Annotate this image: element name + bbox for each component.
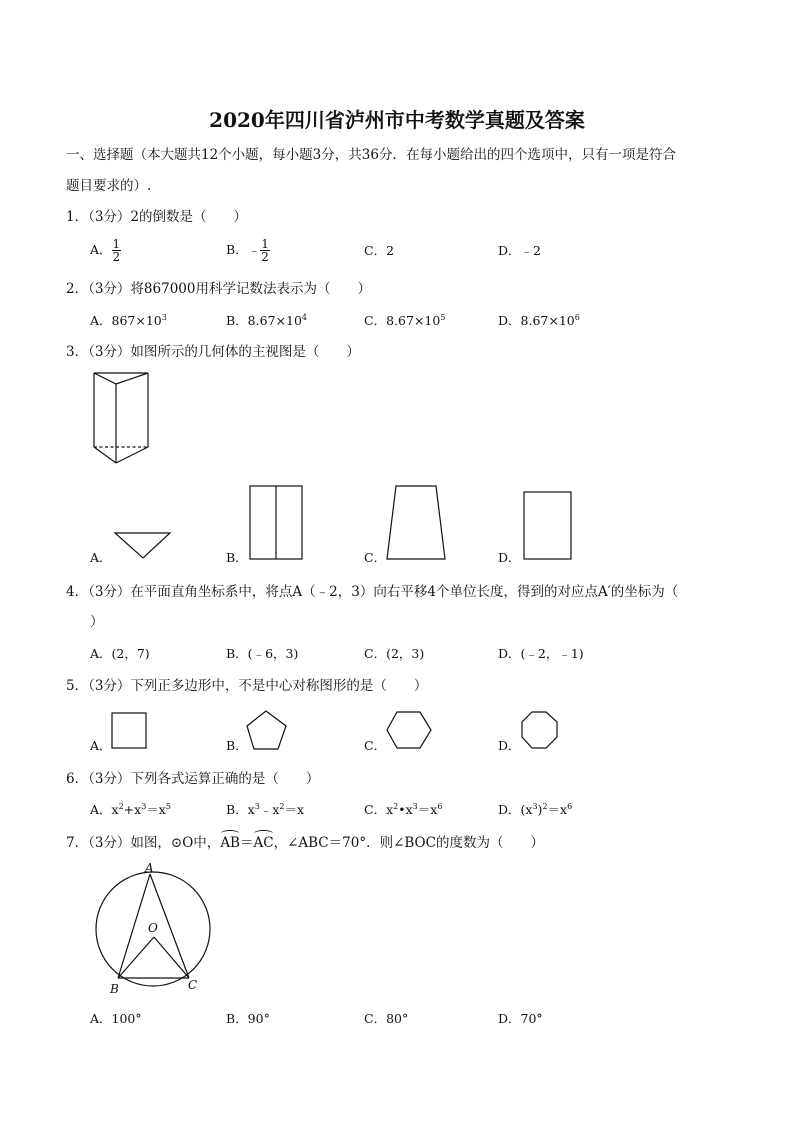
q4-option-b[interactable]: B．(﹣6，3): [226, 646, 299, 661]
q5-stem: 5．（3分）下列正多边形中，不是中心对称图形的是（ ）: [66, 678, 428, 694]
q5-option-d[interactable]: D．: [498, 738, 521, 753]
q1-option-d[interactable]: D．﹣2: [498, 243, 541, 258]
q2-c-base: C．8.67×10: [364, 313, 441, 328]
q7-arc-ac: AC: [253, 835, 274, 851]
q6-c-t3: ＝x: [417, 802, 438, 817]
q6-b-e2: 2: [279, 801, 285, 811]
q6-a-e3: 5: [165, 801, 171, 811]
q4-option-d[interactable]: D．(﹣2，﹣1): [498, 646, 584, 661]
q1-stem: 1．（3分）2的倒数是（ ）: [66, 209, 248, 225]
q6-b-e1: 3: [254, 801, 260, 811]
q6-b-t2: ﹣x: [259, 802, 280, 817]
q6-d-e3: 6: [567, 801, 573, 811]
q3-option-d[interactable]: D．: [498, 550, 521, 565]
q1-b-den: 2: [261, 250, 269, 264]
q3-stem: 3．（3分）如图所示的几何体的主视图是（ ）: [66, 344, 360, 360]
q3-option-b[interactable]: B．: [226, 550, 248, 565]
q3-option-a[interactable]: A．: [90, 550, 112, 565]
q5-option-a[interactable]: A．: [90, 738, 112, 753]
q7-stem-eq: ＝: [239, 835, 254, 851]
q7-arc-ab: AB: [220, 835, 240, 851]
section-heading-line2: 题目要求的）.: [66, 178, 152, 194]
q6-a-e1: 2: [118, 801, 124, 811]
q1-b-num: 1: [261, 237, 269, 251]
q7-option-d[interactable]: D．70°: [498, 1011, 543, 1026]
q4-stem-line2: ）: [90, 614, 104, 630]
q6-a-t3: ＝x: [146, 802, 166, 817]
q1-a-den: 2: [112, 250, 121, 264]
q7-fig-label-a: A: [145, 861, 154, 875]
q6-b-t3: ＝x: [284, 802, 305, 817]
q6-b-t1: B．x: [226, 802, 255, 817]
q2-a-exp: 3: [161, 312, 167, 322]
q5-option-c[interactable]: C．: [364, 738, 387, 753]
q6-c-t1: C．x: [364, 802, 394, 817]
q7-option-b[interactable]: B．90°: [226, 1011, 270, 1026]
q1-a-num: 1: [112, 237, 121, 251]
q2-b-exp: 4: [301, 312, 307, 322]
q2-a-base: A．867×10: [90, 313, 162, 328]
q6-c-t2: •x: [398, 802, 413, 817]
q2-d-exp: 6: [574, 312, 580, 322]
q4-option-a[interactable]: A．(2，7): [90, 646, 150, 661]
q7-option-c[interactable]: C．80°: [364, 1011, 409, 1026]
q6-c-e3: 6: [437, 801, 443, 811]
q6-d-e2: 2: [542, 801, 548, 811]
q2-d-base: D．8.67×10: [498, 313, 575, 328]
q5-option-b[interactable]: B．: [226, 738, 248, 753]
q6-d-e1: 3: [532, 801, 538, 811]
q3-option-c[interactable]: C．: [364, 550, 387, 565]
q6-stem: 6．（3分）下列各式运算正确的是（ ）: [66, 771, 320, 787]
q2-c-exp: 5: [440, 312, 446, 322]
q6-a-t2: +x: [123, 802, 142, 817]
q2-b-base: B．8.67×10: [226, 313, 302, 328]
q1-a-label: A．: [90, 242, 112, 257]
q6-d-t3: ＝x: [547, 802, 568, 817]
page-title: 2020年四川省泸州市中考数学真题及答案: [209, 108, 585, 132]
q4-option-c[interactable]: C．(2，3): [364, 646, 425, 661]
q7-stem-post: ，∠ABC＝70°．则∠BOC的度数为（ ）: [273, 835, 544, 851]
q7-fig-label-c: C: [188, 978, 198, 992]
q6-a-e2: 3: [141, 801, 147, 811]
q6-c-e1: 2: [393, 801, 399, 811]
q7-stem-pre: 7．（3分）如图，⊙O中，: [66, 835, 221, 851]
q1-b-label: B．﹣: [226, 242, 261, 257]
q1-option-c[interactable]: C．2: [364, 243, 395, 258]
q6-c-e2: 3: [412, 801, 418, 811]
q6-d-t1: D．(x: [498, 802, 533, 817]
q4-stem-line1: 4．（3分）在平面直角坐标系中，将点A（﹣2，3）向右平移4个单位长度，得到的对应点A′的坐标为（: [66, 584, 679, 600]
q6-d-t2: ): [537, 802, 543, 817]
q7-fig-label-o: O: [148, 921, 158, 935]
q2-stem: 2．（3分）将867000用科学记数法表示为（ ）: [66, 281, 371, 297]
q7-fig-label-b: B: [110, 982, 119, 996]
q6-a-t1: A．x: [90, 802, 119, 817]
section-heading-line1: 一、选择题（本大题共12个小题，每小题3分，共36分．在每小题给出的四个选项中，只有一项是符合: [66, 147, 676, 163]
q7-option-a[interactable]: A．100°: [90, 1011, 142, 1026]
